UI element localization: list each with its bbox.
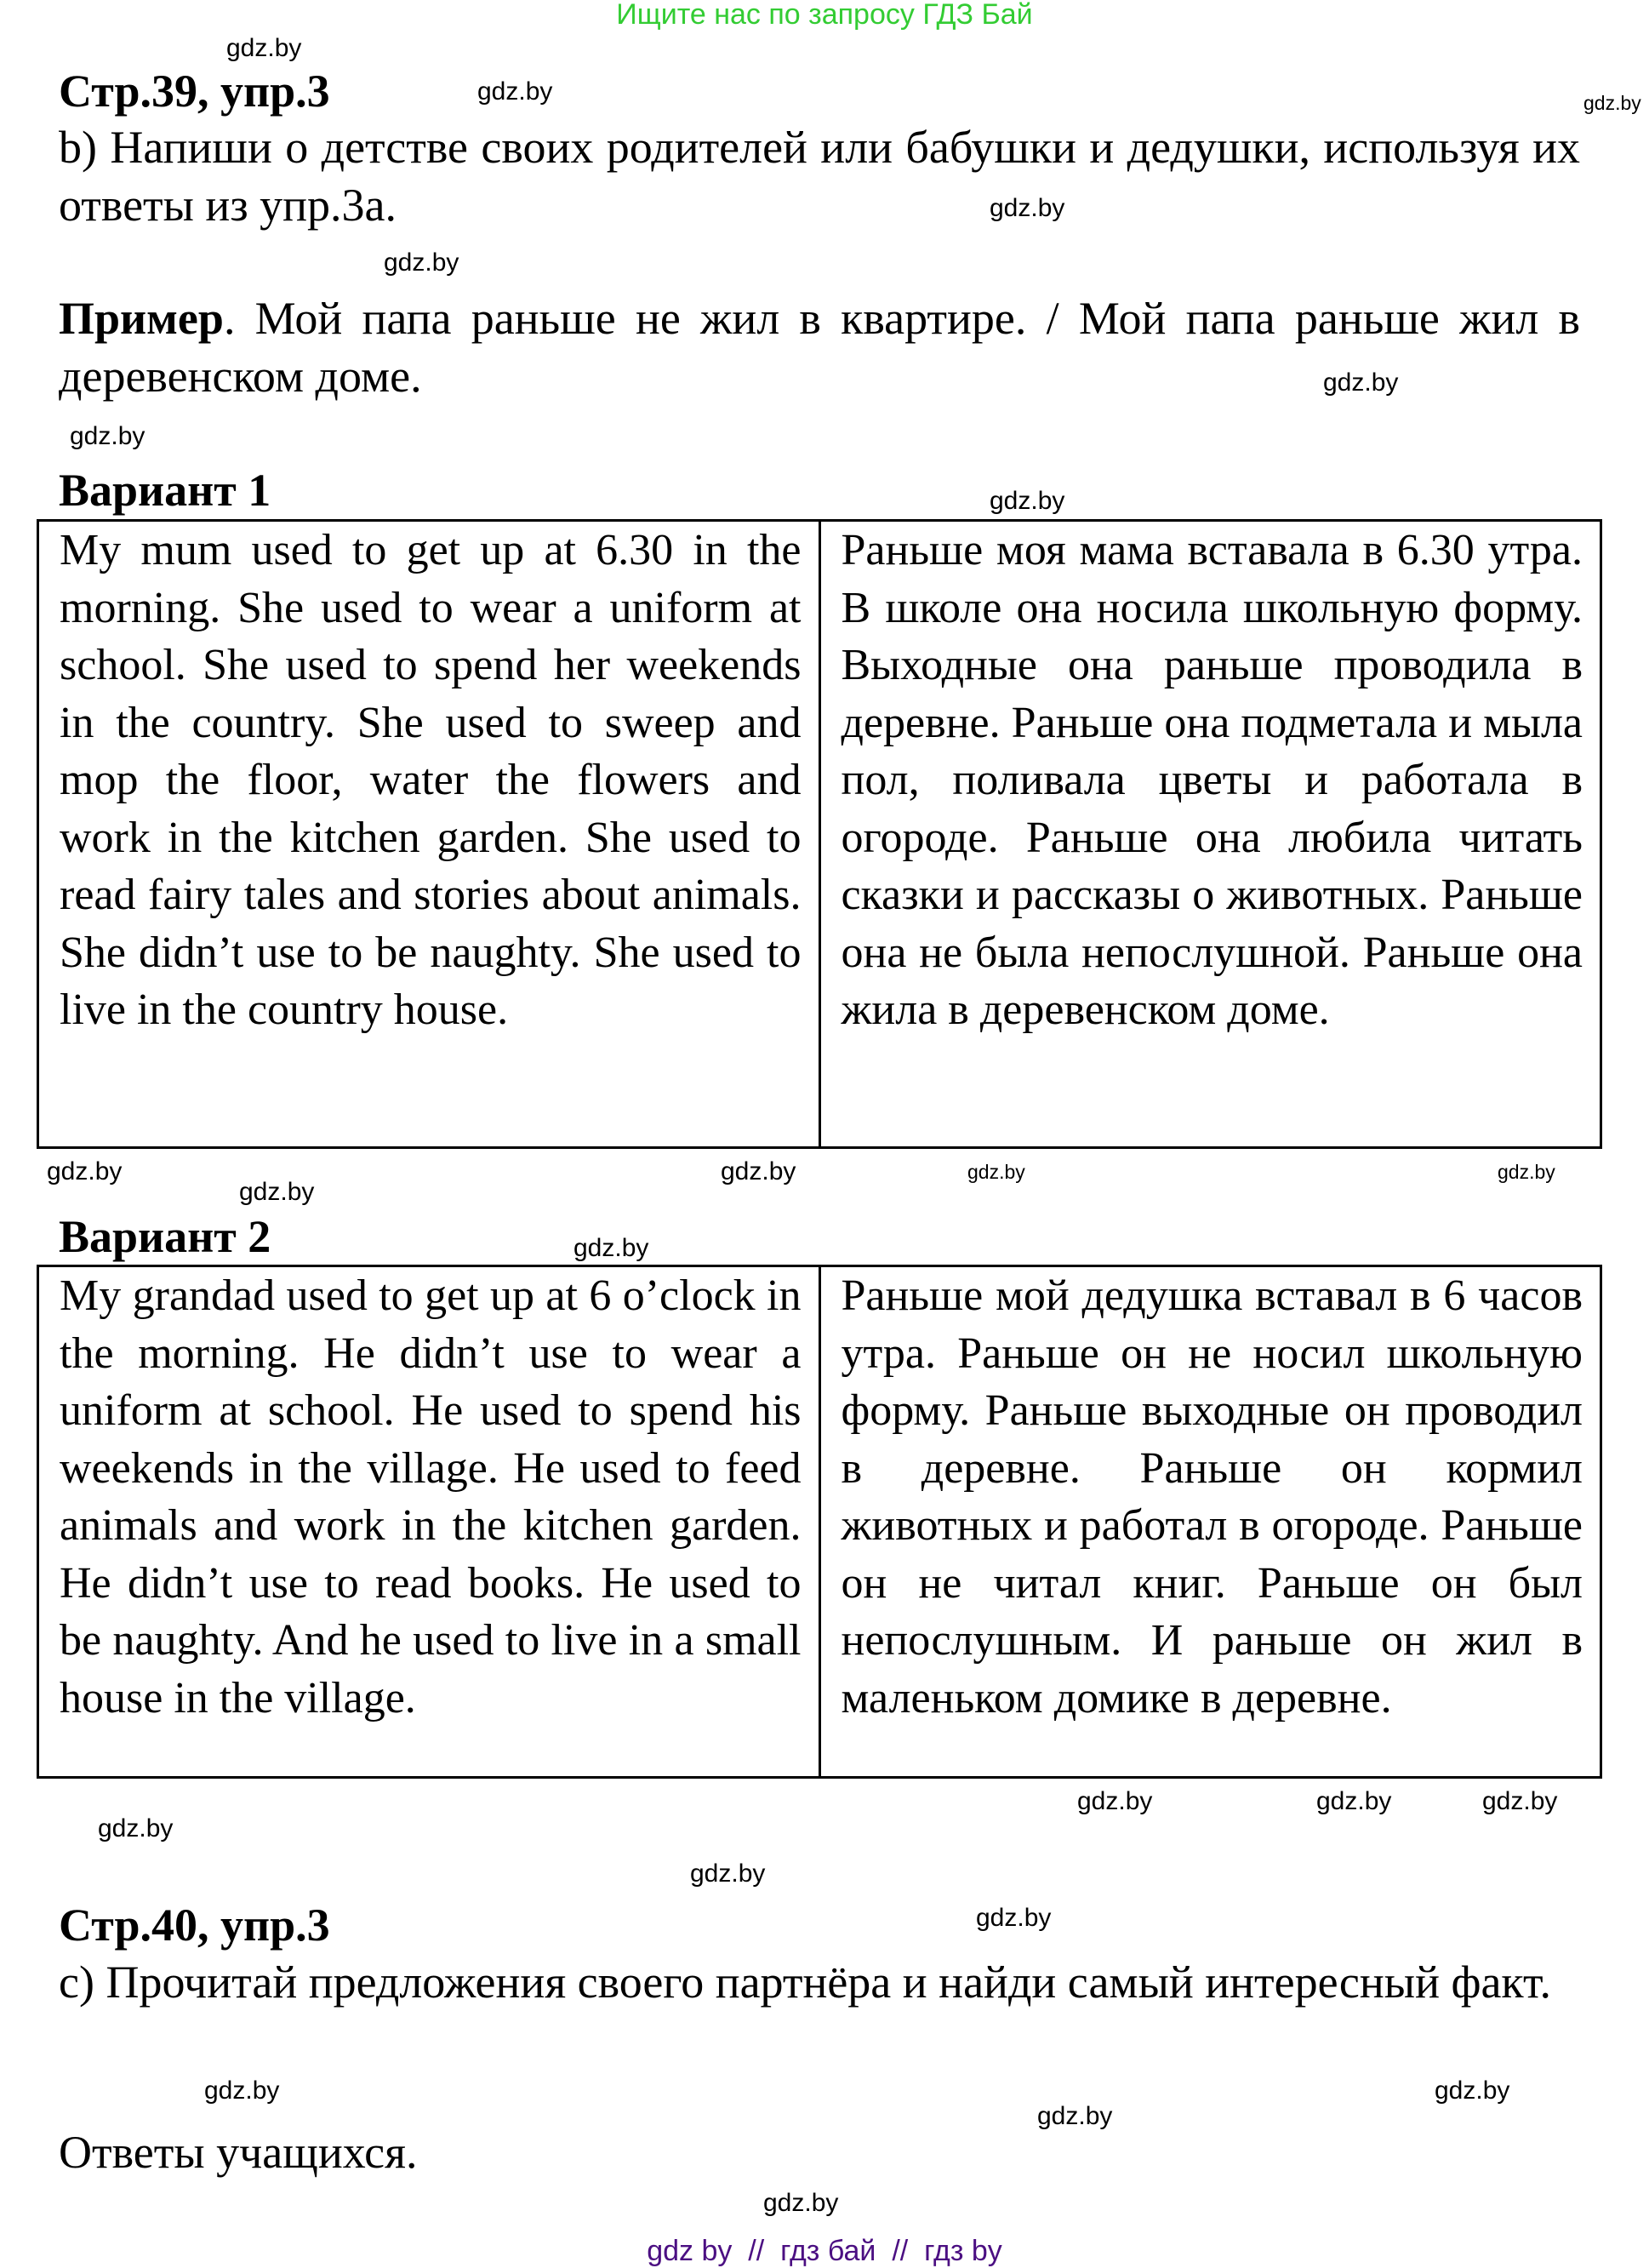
watermark: gdz.by [721, 1157, 796, 1185]
watermark: gdz.by [477, 77, 553, 106]
variant2-russian: Раньше мой дедушка вставал в 6 часов утра. Раньше он не носил школьную форму. Раньше выходные он проводил в деревне. Раньше он кормил животных и работал в огороде. Раньше он не читал книг. Раньше он был непослушным. И раньше он жил в маленьком домике в деревне. [819, 1266, 1601, 1778]
watermark: gdz.by [98, 1814, 174, 1842]
watermark: gdz.by [1435, 2077, 1510, 2105]
watermark: gdz.by [990, 487, 1065, 515]
variant1-table [37, 519, 1602, 1149]
watermark: gdz.by [239, 1178, 315, 1206]
answer-text: Ответы учащихся. [59, 2127, 418, 2178]
example-label: Пример [59, 293, 224, 344]
watermark: gdz.by [1482, 1787, 1558, 1815]
watermark: gdz.by [1498, 1161, 1555, 1183]
watermark: gdz.by [226, 34, 302, 62]
watermark: gdz.by [1323, 368, 1399, 397]
watermark: gdz.by [1037, 2102, 1113, 2130]
variant1-english: My mum used to get up at 6.30 in the morning. She used to wear a uniform at school. She used to spend her weekends in the country. She used to sweep and mop the floor, water the flowers and work in the kitchen garden. She used to read fairy tales and stories about animals. She didn’t use to be naughty. She used to live in the country house. [38, 521, 820, 1148]
watermark: gdz.by [573, 1234, 649, 1262]
task-text-c: c) Прочитай предложения своего партнёра и найди самый интересный факт. [59, 1957, 1551, 2008]
variant1-russian: Раньше моя мама вставала в 6.30 утра. В школе она носила школьную форму. Выходные она раньше проводила в деревне. Раньше она подметала и мыла пол, поливала цветы и работала в огороде. Раньше она любила читать сказки и рассказы о животных. Раньше она не была непослушной. Раньше она жила в деревенском доме. [819, 521, 1601, 1148]
section-title-p40: Стр.40, упр.3 [59, 1900, 330, 1951]
watermark: gdz.by [70, 422, 146, 450]
watermark: gdz.by [1316, 1787, 1392, 1815]
watermark: gdz.by [1583, 92, 1641, 114]
footer-links: gdz by // гдз бай // гдз by [647, 2235, 1002, 2267]
variant2-english: My grandad used to get up at 6 o’clock in the morning. He didn’t use to wear a uniform at school. He used to spend his weekends in the village. He used to feed animals and work in the kitchen garden. He didn’t use to read books. He used to be naughty. And he used to live in a small house in the village. [38, 1266, 820, 1778]
search-banner: Ищите нас по запросу ГДЗ Бай [616, 0, 1033, 31]
example-text: . Мой папа раньше не жил в квартире. / Мой папа раньше жил в деревенском доме. [59, 293, 1580, 402]
watermark: gdz.by [990, 194, 1065, 222]
watermark: gdz.by [690, 1860, 766, 1888]
watermark: gdz.by [1077, 1787, 1153, 1815]
variant2-heading: Вариант 2 [59, 1211, 271, 1262]
task-text-b: b) Напиши о детстве своих родителей или бабушки и дедушки, используя их ответы из упр.3а. [59, 122, 1580, 231]
watermark: gdz.by [384, 249, 459, 277]
variant2-table [37, 1265, 1602, 1779]
watermark: gdz.by [47, 1157, 123, 1185]
watermark: gdz.by [204, 2077, 280, 2105]
watermark: gdz.by [967, 1161, 1025, 1183]
section-title-p39: Стр.39, упр.3 [59, 66, 330, 117]
watermark: gdz.by [976, 1904, 1052, 1932]
variant1-heading: Вариант 1 [59, 465, 271, 516]
watermark: gdz.by [763, 2189, 839, 2217]
